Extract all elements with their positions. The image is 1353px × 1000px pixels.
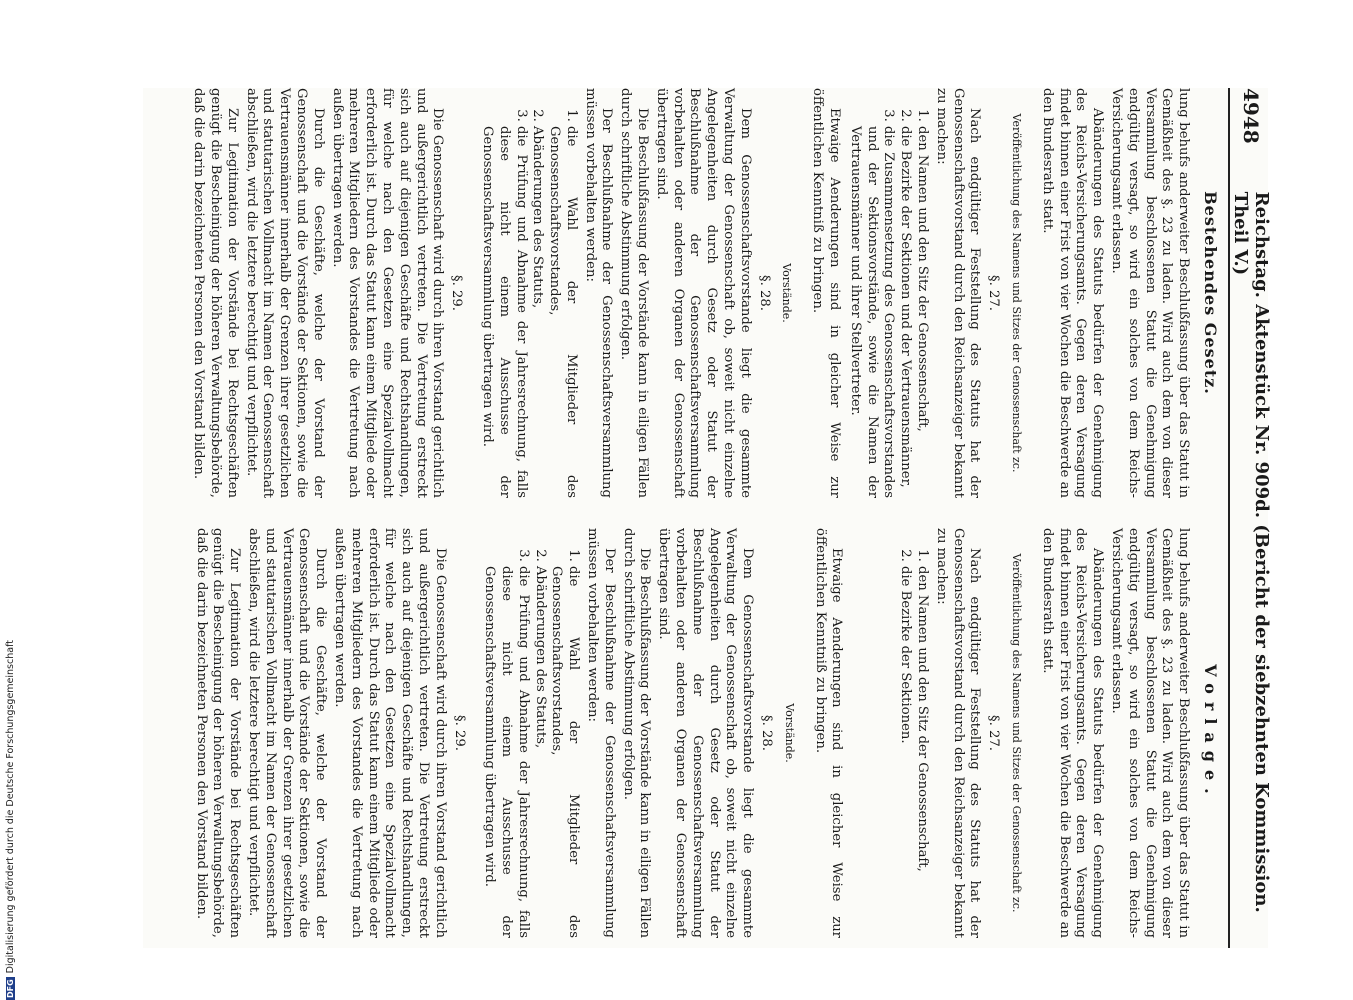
column-title: Vorlage. [1201,664,1220,802]
paragraph: Die Beschlußfassung der Vorstände kann in eiligen Fällen durch schriftliche Abstimmung erfolgen. [620,528,653,938]
paragraph: lung behufs anderweiter Beschlußfassung über das Statut in Gemäßheit des §. 23 zu laden. Wird auch dem von dieser Versammlung beschlossenen Statut die Genehmigung endgültig versagt, so wird ein solches von dem Reichs-Versicherungsamt erlassen. [1109,88,1192,498]
paragraph: Die Beschlußfassung der Vorstände kann in eiligen Fällen durch schriftliche Abstimmung erfolgen. [618,88,651,498]
list-item: 1. die Wahl der Mitglieder des Genossenschaftsvorstandes, [545,126,579,498]
list-item: 1. den Namen und den Sitz der Genossenschaft, [913,566,930,938]
section-29 [192,528,467,938]
list-item: 3. die Prüfung und Abnahme der Jahresrechnung, falls diese nicht einem Ausschusse der Genossenschaftsversammlung übertragen wird. [478,126,528,498]
credit-line [4,606,16,1000]
column-existing-law [175,88,1220,498]
paragraph: Die Genossenschaft wird durch ihren Vorstand gerichtlich und außergerichtlich vertreten. Die Vertretung erstreckt sich auch auf diejenigen Geschäfte und Rechtshandlungen, für welche nach den Gesetzen eine Spezialvollmacht erforderlich ist. Durch das Statut kann einem Mitgliede oder mehreren Mitgliedern des Vorstandes die Vertretung nach außen übertragen werden. [329,88,446,498]
section-heading: §. 28. [756,275,772,311]
paragraph: Nach endgültiger Feststellung des Statuts hat der Genossenschaftsvorstand durch den Reichsanzeiger bekannt zu machen: [933,528,983,938]
numbered-list [478,88,579,498]
list-item: 2. die Bezirke der Sektionen. [896,566,913,938]
paragraph: Die Genossenschaft wird durch ihren Vorstand gerichtlich und außergerichtlich vertreten. Die Vertretung erstreckt sich auch auf diejenigen Geschäfte und Rechtshandlungen, für welche nach den Gesetzen eine Spezialvollmacht erforderlich ist. Durch das Statut kann einem Mitgliede oder mehreren Mitgliedern des Vorstandes die Vertretung nach außen übertragen werden. [331,528,448,938]
list-item: 1. den Namen und den Sitz der Genossenschaft, [913,126,930,498]
list-item: 1. die Wahl der Mitglieder des Genossenschaftsvorstandes, [548,566,582,938]
section-caption: Veröffentlichung des Namens und Sitzes der Genossenschaft zc. [1010,113,1024,473]
section-28 [481,528,797,938]
spacer [844,528,892,938]
list-item: 2. die Bezirke der Sektionen und der Vertrauensmänner, [896,126,913,498]
column-proposal [178,528,1220,938]
section-caption: Vorstände. [782,703,796,763]
paragraph: Nach endgültiger Feststellung des Statuts hat der Genossenschaftsvorstand durch den Reichsanzeiger bekannt zu machen: [933,88,983,498]
paragraph: Etwaige Aenderungen sind in gleicher Weise zur öffentlichen Kenntniß zu bringen. [810,88,843,498]
section-heading: §. 28. [759,715,775,751]
paragraph: Abänderungen des Statuts bedürfen der Genehmigung des Reichs-Versicherungsamts. Gegen deren Versagung findet binnen einer Frist von vier Wochen die Beschwerde an den Bundesrath statt. [1039,88,1106,498]
paragraph: Zur Legitimation der Vorstände bei Rechtsgeschäften genügt die Bescheinigung der höheren Verwaltungsbehörde, daß die darin bezeichneten Personen den Vorstand bilden. [191,88,240,498]
section-27 [808,88,1024,498]
intro-section [1038,528,1191,938]
section-heading: §. 27. [986,715,1002,751]
numbered-list [896,528,930,938]
paragraph: Durch die Geschäfte, welche der Vorstand der Genossenschaft und die Vorstände der Sektionen, sowie die Vertrauensmänner innerhalb der Grenzen ihrer gesetzlichen und statutarischen Vollmacht im Namen der Genossenschaft abschließen, wird die letztere berechtigt und verpflichtet. [243,88,326,498]
column-title: Bestehendes Gesetz. [1201,191,1220,395]
paragraph: Der Beschlußnahme der Genossenschaftsversammlung müssen vorbehalten werden: [582,88,615,498]
paragraph: Etwaige Aenderungen sind in gleicher Weise zur öffentlichen Kenntniß zu bringen. [812,528,845,938]
section-heading: §. 29. [449,275,465,311]
section-28 [478,88,794,498]
intro-section [1038,88,1191,498]
header-rule [1228,88,1230,948]
section-heading: §. 27. [986,275,1002,311]
digitization-credit [0,606,18,1000]
paragraph: lung behufs anderweiter Beschlußfassung über das Statut in Gemäßheit des §. 23 zu laden. Wird auch dem von dieser Versammlung beschlossenen Statut die Genehmigung endgültig versagt, so wird ein solches von dem Reichs-Versicherungsamt erlassen. [1109,528,1192,938]
page-number: 4948 [1239,88,1263,144]
section-27 [811,528,1024,938]
paragraph: Durch die Geschäfte, welche der Vorstand der Genossenschaft und die Vorstände der Sektionen, sowie die Vertrauensmänner innerhalb der Grenzen ihrer gesetzlichen und statutarischen Vollmacht im Namen der Genossenschaft abschließen, wird die letztere berechtigt und verpflichtet. [245,528,329,938]
numbered-list [846,88,930,498]
section-caption: Vorstände. [780,263,794,323]
document-page [143,88,1272,948]
paragraph: Der Beschlußnahme der Genossenschaftsversammlung müssen vorbehalten werden: [585,528,617,938]
dfg-logo: DFG [5,979,15,998]
section-caption: Veröffentlichung des Namens und Sitzes der Genossenschaft zc. [1010,553,1024,913]
list-item: 2. Abänderungen des Statuts, [531,566,548,938]
section-29 [189,88,464,498]
list-item: 3. die Prüfung und Abnahme der Jahresrechnung, falls diese nicht einem Ausschusse der Genossenschaftsversammlung übertragen wird. [481,566,531,938]
running-header [1230,88,1272,948]
numbered-list [481,528,582,938]
paragraph: Zur Legitimation der Vorstände bei Rechtsgeschäften genügt die Bescheinigung der höheren Verwaltungsbehörde, daß die darin bezeichneten Personen den Vorstand bilden. [193,528,243,938]
credit-text: Digitalisierung gefördert durch die Deutsche Forschungsgemeinschaft [4,640,16,974]
section-heading: §. 29. [451,715,467,751]
list-item: 2. Abänderungen des Statuts, [529,126,546,498]
list-item: 3. die Zusammensetzung des Genossenschaftsvorstandes und der Sektionsvorstände, sowie die Namen der Vertrauensmänner und ihrer Stellvertreter. [846,126,896,498]
running-title: Reichstag. Aktenstück Nr. 909d. (Bericht der siebzehnten Kommission. Theil V.) [1230,191,1272,913]
paragraph: Dem Genossenschaftsvorstande liegt die gesammte Verwaltung der Genossenschaft ob, soweit nicht einzelne Angelegenheiten durch Gesetz oder Statut der Beschlußnahme der Genossenschaftsversammlung vorbehalten oder anderen Organen der Genossenschaft übertragen sind. [656,528,756,938]
paragraph: Dem Genossenschaftsvorstande liegt die gesammte Verwaltung der Genossenschaft ob, soweit nicht einzelne Angelegenheiten durch Gesetz oder Statut der Beschlußnahme der Genossenschaftsversammlung vorbehalten oder anderen Organen der Genossenschaft übertragen sind. [653,88,753,498]
paragraph: Abänderungen des Statuts bedürfen der Genehmigung des Reichs-Versicherungsamts. Gegen deren Versagung findet binnen einer Frist von vier Wochen die Beschwerde an den Bundesrath statt. [1039,528,1106,938]
